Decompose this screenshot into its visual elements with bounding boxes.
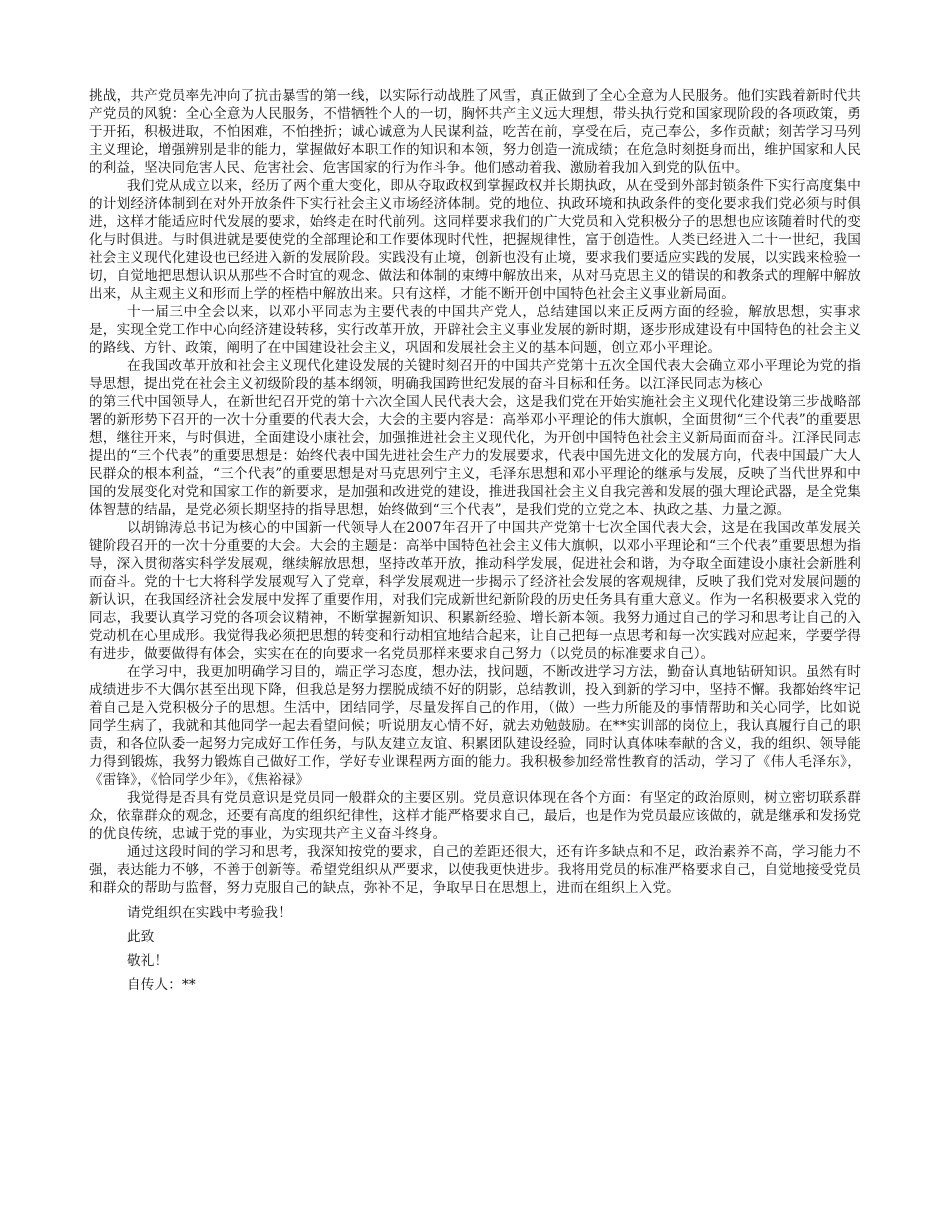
paragraph-1: 挑战，共产党员率先冲向了抗击暴雪的第一线，以实际行动战胜了风雪，真正做到了全心全意为人民服务。他们实践着新时代共产党员的风貌：全心全意为人民服务，不惜牺牲个人的一切，胸怀共产主义远大理想，带头执行党和国家现阶段的各项政策，勇于开拓，积极进取，不怕困难，不怕挫折；诚心诚意为人民谋利益，吃苦在前，享受在后，克己奉公，多作贡献；刻苦学习马列主义理论，增强辨别是非的能力，掌握做好本职工作的知识和本领，努力创造一流成绩；在危急时刻挺身而出，维护国家和人民的利益，坚决同危害人民、危害社会、危害国家的行为作斗争。他们感动着我、激励着我加入到党的队伍中。 [89,88,861,176]
paragraph-6: 以胡锦涛总书记为核心的中国新一代领导人在2007年召开了中国共产党第十七次全国代表大会，这是在我国改革发展关键阶段召开的一次十分重要的大会。大会的主题是：高举中国特色社会主义伟大旗帜，以邓小平理论和“三个代表”重要思想为指导，深入贯彻落实科学发展观，继续解放思想，坚持改革开放，推动科学发展，促进社会和谐，为夺取全面建设小康社会新胜利而奋斗。党的十七大将科学发展观写入了党章，科学发展观进一步揭示了经济社会发展的客观规律，反映了我们党对发展问题的新认识，在我国经济社会发展中发挥了重要作用，对我们完成新世纪新阶段的历史任务具有重大意义。作为一名积极要求入党的同志，我要认真学习党的各项会议精神，不断掌握新知识、积累新经验、增长新本领。我努力通过自己的学习和思考让自己的入党动机在心里成形。我觉得我必须把思想的转变和行动相宜地结合起来，让自己把每一点思考和每一次实践对应起来，学要学得有进步，做要做得有体会，实实在在的向要求一名党员那样来要求自己努力（以党员的标准要求自己）。 [89,520,861,662]
paragraph-2: 我们党从成立以来，经历了两个重大变化，即从夺取政权到掌握政权并长期执政，从在受到外部封锁条件下实行高度集中的计划经济体制到在对外开放条件下实行社会主义市场经济体制。党的地位、执政环境和执政条件的变化要求我们党必须与时俱进，这样才能适应时代发展的要求，始终走在时代前列。这同样要求我们的广大党员和入党积极分子的思想也应该随着时代的变化与时俱进。与时俱进就是要使党的全部理论和工作要体现时代性，把握规律性，富于创造性。人类已经进入二十一世纪，我国社会主义现代化建设也已经进入新的发展阶段。实践没有止境，创新也没有止境，要求我们要适应实践的发展，以实践来检验一切，自觉地把思想认识从那些不合时宜的观念、做法和体制的束缚中解放出来，从对马克思主义的错误的和教条式的理解中解放出来，从主观主义和形而上学的桎梏中解放出来。只有这样，才能不断开创中国特色社会主义事业新局面。 [89,178,861,302]
paragraph-7: 在学习中，我更加明确学习目的，端正学习态度，想办法，找问题，不断改进学习方法，勤奋认真地钻研知识。虽然有时成绩进步不大偶尔甚至出现下降，但我总是努力摆脱成绩不好的阴影，总结教训，投入到新的学习中，坚持不懈。我都始终牢记着自己是入党积极分子的思想。生活中，团结同学，尽量发挥自己的作用，（做）一些力所能及的事情帮助和关心同学，比如说同学生病了，我就和其他同学一起去看望问候；听说朋友心情不好，就去劝勉鼓励。在**实训部的岗位上，我认真履行自己的职责，和各位队委一起努力完成好工作任务，与队友建立友谊、积累团队建设经验，同时认真体味奉献的含义，我的组织、领导能力得到锻炼，我努力锻炼自己做好工作，学好专业课程两方面的能力。我积极参加经常性教育的活动，学习了《伟人毛泽东》，《雷锋》，《恰同学少年》，《焦裕禄》 [89,664,861,788]
paragraph-3: 十一届三中全会以来，以邓小平同志为主要代表的中国共产党人，总结建国以来正反两方面的经验，解放思想，实事求是，实现全党工作中心向经济建设转移，实行改革开放，开辟社会主义事业发展的新时期，逐步形成建设有中国特色的社会主义的路线、方针、政策，阐明了在中国建设社会主义，巩固和发展社会主义的基本问题，创立邓小平理论。 [89,304,861,356]
paragraph-4: 在我国改革开放和社会主义现代化建设发展的关键时刻召开的中国共产党第十五次全国代表大会确立邓小平理论为党的指导思想，提出党在社会主义初级阶段的基本纲领，明确我国跨世纪发展的奋斗目标和任务。以江泽民同志为核心 [89,358,861,392]
closing-request: 请党组织在实践中考验我！ [127,905,292,921]
closing-regards: 敬礼！ [127,953,169,969]
document-body [89,87,861,997]
closing-salutation: 此致 [127,929,155,945]
paragraph-9: 通过这段时间的学习和思考，我深知按党的要求，自己的差距还很大，还有许多缺点和不足，政治素养不高，学习能力不强，表达能力不够，不善于创新等。希望党组织从严要求，以使我更快进步。我将用党员的标准严格要求自己，自觉地接受党员和群众的帮助与监督，努力克服自己的缺点，弥补不足，争取早日在思想上，进而在组织上入党。 [89,844,861,896]
closing-signature: 自传人：** [127,977,196,993]
paragraph-8: 我觉得是否具有党员意识是党员同一般群众的主要区别。党员意识体现在各个方面：有坚定的政治原则，树立密切联系群众，依靠群众的观念，还要有高度的组织纪律性，这样才能严格要求自己，最后，也是作为党员最应该做的，就是继承和发扬党的优良传统，忠诚于党的事业，为实现共产主义奋斗终身。 [89,790,861,842]
paragraph-5: 的第三代中国领导人，在新世纪召开党的第十六次全国人民代表大会，这是我们党在开始实施社会主义现代化建设第三步战略部署的新形势下召开的一次十分重要的代表大会，大会的主要内容是：高举邓小平理论的伟大旗帜，全面贯彻“三个代表”的重要思想，继往开来，与时俱进，全面建设小康社会，加强推进社会主义现代化，为开创中国特色社会主义新局面而奋斗。江泽民同志提出的“三个代表”的重要思想是：始终代表中国先进社会生产力的发展要求，代表中国先进文化的发展方向，代表中国最广大人民群众的根本利益，“三个代表”的重要思想是对马克思列宁主义，毛泽东思想和邓小平理论的继承与发展，反映了当代世界和中国的发展变化对党和国家工作的新要求，是加强和改进党的建设，推进我国社会主义自我完善和发展的强大理论武器，是全党集体智慧的结晶，是党必须长期坚持的指导思想，始终做到“三个代表”，是我们党的立党之本、执政之基、力量之源。 [89,394,861,518]
